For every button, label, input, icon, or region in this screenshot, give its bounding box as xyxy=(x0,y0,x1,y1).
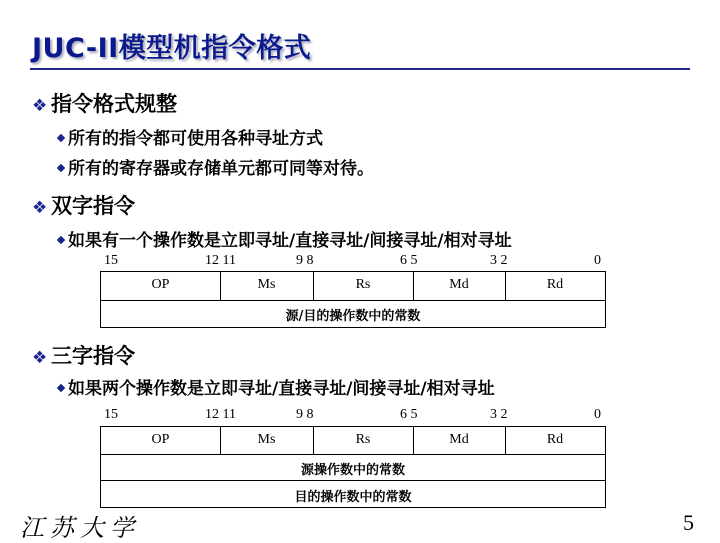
instruction-format-3word xyxy=(100,426,606,508)
section-heading-3 xyxy=(32,340,135,370)
bit-label: 12 11 xyxy=(205,253,236,268)
field-ms: Ms xyxy=(257,277,276,292)
instruction-format-2word xyxy=(100,271,606,328)
diamond-bullet-icon: ❖ xyxy=(32,96,48,116)
bit-label: 3 2 xyxy=(490,407,508,422)
university-logo: 江苏大学 xyxy=(20,514,140,542)
bit-label: 0 xyxy=(594,407,601,422)
bit-label: 12 11 xyxy=(205,407,236,422)
list-item xyxy=(58,374,495,399)
field-rs: Rs xyxy=(355,277,371,292)
constant-row: 源操作数中的常数 xyxy=(300,463,405,478)
field-rd: Rd xyxy=(546,432,564,447)
diamond-bullet-icon: ❖ xyxy=(32,198,48,218)
diamond-small-icon xyxy=(57,133,65,141)
title-rule xyxy=(30,68,690,70)
list-item xyxy=(58,124,323,149)
field-ms: Ms xyxy=(257,432,276,447)
diamond-bullet-icon: ❖ xyxy=(32,348,48,368)
list-item-text: 所有的寄存器或存储单元都可同等对待。 xyxy=(68,159,374,179)
diamond-small-icon xyxy=(57,235,65,243)
section-heading-1 xyxy=(32,88,177,118)
page-number: 5 xyxy=(683,510,694,535)
field-rs: Rs xyxy=(355,432,371,447)
bit-label: 6 5 xyxy=(400,253,418,268)
list-item-text: 如果两个操作数是立即寻址/直接寻址/间接寻址/相对寻址 xyxy=(68,379,495,399)
bit-label: 15 xyxy=(104,253,118,268)
list-item-text: 如果有一个操作数是立即寻址/直接寻址/间接寻址/相对寻址 xyxy=(68,231,512,251)
list-item xyxy=(58,226,512,251)
section-heading-2 xyxy=(32,190,135,220)
list-item-text: 所有的指令都可使用各种寻址方式 xyxy=(68,129,323,149)
diamond-small-icon xyxy=(57,163,65,171)
section-heading-text: 指令格式规整 xyxy=(51,92,177,116)
bit-label: 15 xyxy=(104,407,118,422)
bit-label: 9 8 xyxy=(296,407,314,422)
section-heading-text: 双字指令 xyxy=(51,194,135,218)
bit-label: 3 2 xyxy=(490,253,508,268)
constant-row: 源/目的操作数中的常数 xyxy=(285,309,421,324)
diamond-small-icon xyxy=(57,383,65,391)
field-md: Md xyxy=(449,432,469,447)
field-md: Md xyxy=(449,277,469,292)
constant-row: 目的操作数中的常数 xyxy=(294,490,412,505)
bit-label: 0 xyxy=(594,253,601,268)
list-item xyxy=(58,154,374,179)
field-rd: Rd xyxy=(546,277,564,292)
slide-title: JUC-II模型机指令格式 xyxy=(32,33,312,64)
bit-label: 6 5 xyxy=(400,407,418,422)
section-heading-text: 三字指令 xyxy=(51,344,135,368)
field-op: OP xyxy=(151,432,170,447)
bit-label: 9 8 xyxy=(296,253,314,268)
field-op: OP xyxy=(151,277,170,292)
